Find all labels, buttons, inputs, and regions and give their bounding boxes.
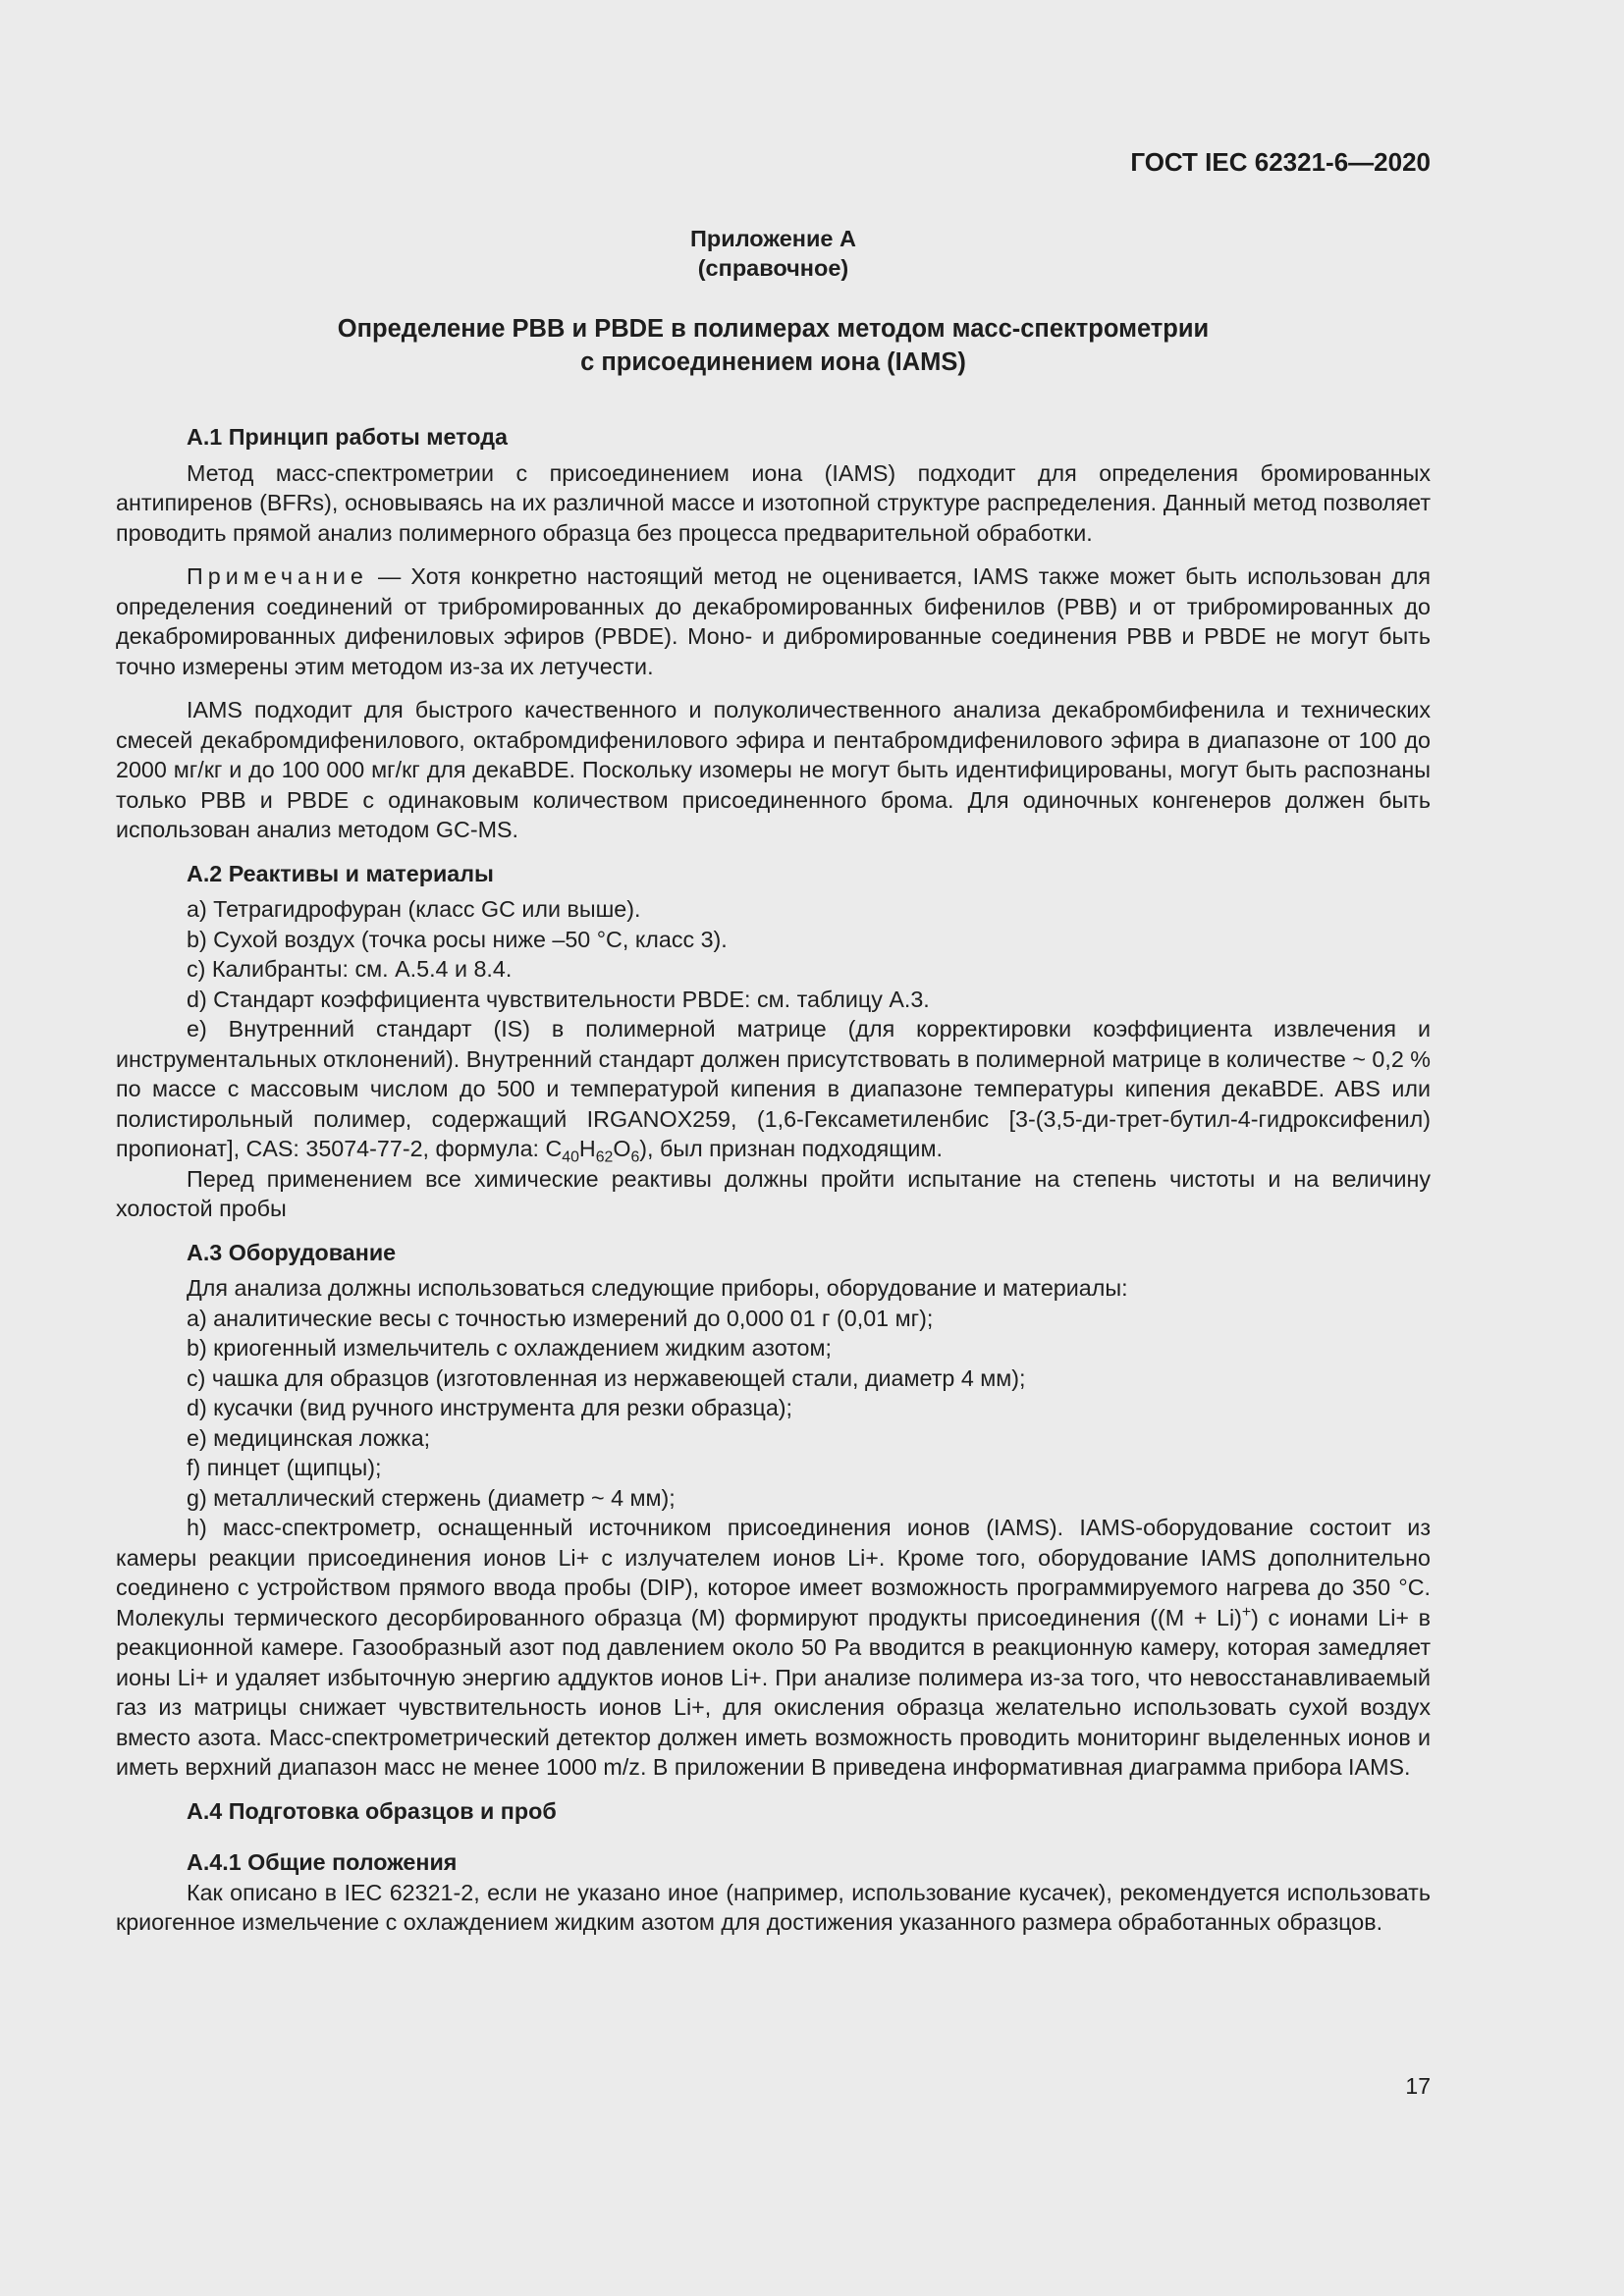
section-a2-heading: А.2 Реактивы и материалы	[187, 860, 494, 886]
annex-label: Приложение А	[690, 226, 856, 251]
equipment-item-h-part1: h) масс-спектрометр, оснащенный источником присоединения ионов (IAMS). IAMS-оборудование состоит из камеры реакции присоединения ионов Li+ с излучателем ионов Li+. Кроме того, оборудование IAMS дополнительно соединено с устройством прямого ввода пробы (DIP), которое имеет возможность программируемого нагрева до 350 °С. Молекулы термического десорбированного образца (М) формируют продукты присоединения ((М + Li)	[116, 1515, 1431, 1630]
annex-title-line2: с присоединением иона (IAMS)	[580, 348, 966, 376]
equipment-item-a: a) аналитические весы с точностью измерений до 0,000 01 г (0,01 мг);	[187, 1305, 934, 1331]
reagent-item-e-text: e) Внутренний стандарт (IS) в полимерной матрице (для корректировки коэффициента извлечения и инструментальных отклонений). Внутренний стандарт должен присутствовать в полимерной матрице в количестве ~ 0,2 % по массе с массовым числом до 500 и температурой кипения в диапазоне температуры кипения декаBDE. ABS или полистирольный полимер, содержащий IRGANOX259, (1,6-Гексаметиленбис [3-(3,5-ди-трет-бутил-4-гидроксифенил) пропионат], CAS: 35074-77-2, формула:	[116, 1016, 1431, 1161]
section-a41-heading: А.4.1 Общие положения	[187, 1849, 458, 1875]
formula-c-sub: 40	[562, 1148, 579, 1166]
section-a4-heading: А.4 Подготовка образцов и проб	[187, 1797, 557, 1824]
reagent-item-e	[116, 1014, 1431, 1164]
formula-h-sub: 62	[595, 1148, 614, 1166]
annex-title-line1: Определение PBB и PBDE в полимерах методом масс-спектрометрии	[337, 315, 1210, 343]
equipment-item-e: e) медицинская ложка;	[187, 1424, 431, 1451]
equipment-item-h	[116, 1513, 1431, 1783]
formula-o: O	[613, 1136, 631, 1161]
standard-code: ГОСТ IEC 62321-6—2020	[1130, 147, 1431, 177]
ion-charge-sup: +	[1241, 1603, 1252, 1621]
formula-c: C	[545, 1136, 563, 1161]
reagent-item-d: d) Стандарт коэффициента чувствительности PBDE: см. таблицу А.3.	[187, 986, 930, 1012]
section-a3-heading: А.3 Оборудование	[187, 1239, 397, 1265]
formula-h: H	[578, 1136, 596, 1161]
section-a1-note	[116, 561, 1431, 681]
page-content	[116, 224, 1431, 1938]
equipment-item-c: c) чашка для образцов (изготовленная из нержавеющей стали, диаметр 4 мм);	[187, 1364, 1026, 1391]
chemical-formula	[545, 1136, 640, 1166]
annex-type: (справочное)	[697, 255, 849, 281]
equipment-item-f: f) пинцет (щипцы);	[187, 1455, 382, 1480]
reagent-item-e-end: ), был признан подходящим.	[639, 1136, 943, 1161]
section-a41-paragraph: Как описано в IEC 62321-2, если не указано иное (например, использование кусачек), рекомендуется использовать криогенное измельчение с охлаждением жидким азотом для достижения указанного размера обработанных образцов.	[116, 1879, 1431, 1935]
reagent-item-c: c) Калибранты: см. А.5.4 и 8.4.	[187, 956, 513, 982]
equipment-item-d: d) кусачки (вид ручного инструмента для резки образца);	[187, 1395, 793, 1420]
formula-o-sub: 6	[630, 1148, 640, 1166]
note-label: Примечание	[187, 563, 368, 589]
equipment-intro: Для анализа должны использоваться следующие приборы, оборудование и материалы:	[187, 1275, 1128, 1301]
reagent-item-b: b) Сухой воздух (точка росы ниже –50 °С, класс 3).	[187, 926, 728, 952]
equipment-item-h-part2: ) с ионами Li+ в реакционной камере. Газообразный азот под давлением около 50 Ра вводится в реакционную камеру, которая замедляет ионы Li+ и удаляет избыточную энергию аддуктов ионов Li+. При анализе полимера из-за того, что невосстанавливаемый газ из матрицы снижает чувствительность ионов Li+, для окисления образца желательно использовать сухой воздух вместо азота. Масс-спектрометрический детектор должен иметь возможность проводить мониторинг выделенных ионов и иметь верхний диапазон масс не менее 1000 m/z. В приложении В приведена информативная диаграмма прибора IAMS.	[116, 1604, 1432, 1780]
equipment-item-b: b) криогенный измельчитель с охлаждением жидким азотом;	[187, 1335, 832, 1361]
annex-title	[116, 312, 1431, 379]
note-text: — Хотя конкретно настоящий метод не оценивается, IAMS также может быть использован для определения соединений от трибромированных до декабромированных бифенилов (PBB) и от трибромированных до декабромированных дифениловых эфиров (PBDE). Моно- и дибромированные соединения PBB и PBDE не могут быть точно измерены этим методом из-за их летучести.	[116, 563, 1431, 679]
reagents-purity-paragraph: Перед применением все химические реактивы должны пройти испытание на степень чистоты и на величину холостой пробы	[116, 1165, 1431, 1221]
reagent-item-a: a) Тетрагидрофуран (класс GC или выше).	[187, 896, 641, 922]
section-a1-paragraph-1: Метод масс-спектрометрии с присоединением иона (IAMS) подходит для определения бромированных антипиренов (BFRs), основываясь на их различной массе и изотопной структуре распределения. Данный метод позволяет проводить прямой анализ полимерного образца без процесса предварительной обработки.	[116, 459, 1431, 546]
section-a1-heading: А.1 Принцип работы метода	[187, 424, 508, 450]
page-number: 17	[1405, 2073, 1431, 2099]
section-a1-paragraph-2: IAMS подходит для быстрого качественного и полуколичественного анализа декабромбифенила и технических смесей декабромдифенилового, октабромдифенилового эфира и пентабромдифенилового эфира в диапазоне от 100 до 2000 мг/кг и до 100 000 мг/кг для декаBDE. Поскольку изомеры не могут быть идентифицированы, могут быть распознаны только PBB и PBDE с одинаковым количеством присоединенного брома. Для одиночных конгенеров должен быть использован анализ методом GC-MS.	[116, 697, 1431, 842]
equipment-item-g: g) металлический стержень (диаметр ~ 4 мм);	[187, 1484, 676, 1511]
